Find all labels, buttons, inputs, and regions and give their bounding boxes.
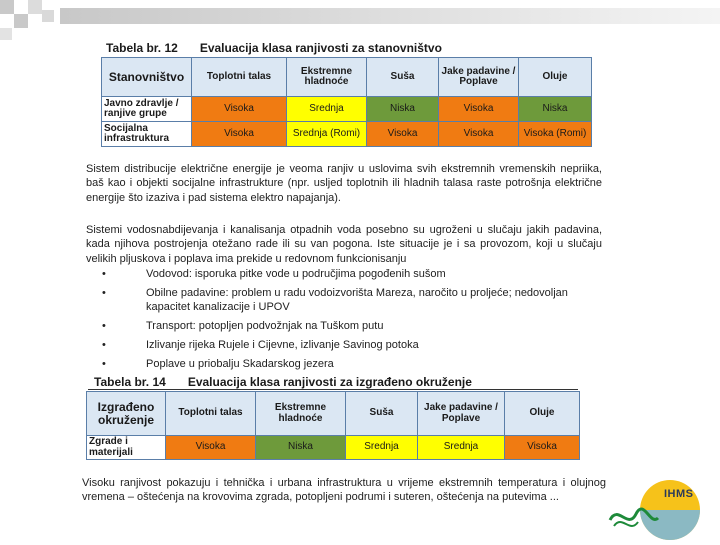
paragraph-infrastructure: Visoku ranjivost pokazuju i tehnička i urbana infrastruktura u vrijeme ekstremnih temperatura i olujnog vremena – oštećenja na krovovima zgrada, potopljeni podrumi i suteren, oštećenja na putevima ...: [82, 477, 606, 504]
table12-row-category: Socijalna infrastruktura: [102, 122, 192, 147]
table14-cell: Niska: [256, 436, 346, 460]
bullet-icon: •: [102, 358, 106, 370]
table12-row-category: Javno zdravlje / ranjive grupe: [102, 97, 192, 122]
table14: [86, 391, 580, 460]
table14-corner: Izgrađeno okruženje: [87, 392, 166, 436]
table12-label: Tabela br. 12: [106, 41, 178, 55]
bullet-icon: •: [102, 287, 106, 299]
list-item: [102, 357, 602, 371]
bullet-icon: •: [102, 320, 106, 332]
list-item-text: Vodovod: isporuka pitke vode u područjima pogođenih sušom: [146, 268, 446, 280]
decorative-squares: [0, 0, 720, 40]
list-item: [102, 338, 602, 352]
ihms-logo: [608, 470, 720, 540]
table14-divider: [88, 389, 578, 390]
table12-cell: Niska: [519, 97, 592, 122]
bullet-icon: •: [102, 268, 106, 280]
table12-cell: Niska: [367, 97, 439, 122]
table12: [101, 57, 592, 147]
table14-cell: Visoka: [505, 436, 580, 460]
table-row: [102, 97, 592, 122]
ihms-logo-icon: [608, 470, 720, 540]
list-item-text: Poplave u priobalju Skadarskog jezera: [146, 358, 334, 370]
table12-cell: Visoka: [192, 122, 287, 147]
table14-caption: Evaluacija klasa ranjivosti za izgrađeno okruženje: [187, 375, 472, 389]
table12-caption: Evaluacija klasa ranjivosti za stanovništvo: [199, 41, 442, 55]
table12-cell: Srednja (Romi): [287, 122, 367, 147]
table-row: [87, 436, 580, 460]
table12-cell: Visoka: [192, 97, 287, 122]
table14-row-category: Zgrade i materijali: [87, 436, 166, 460]
table-row: [102, 122, 592, 147]
list-item: [102, 267, 602, 281]
table12-cell: Srednja: [287, 97, 367, 122]
table14-header: Oluje: [505, 392, 580, 436]
list-item-text: Obilne padavine: problem u radu vodoizvorišta Mareza, naročito u proljeće; nedovoljan kapacitet kanalizacije i UPOV: [146, 287, 568, 313]
table14-cell: Srednja: [418, 436, 505, 460]
table12-cell: Visoka: [367, 122, 439, 147]
bullet-icon: •: [102, 339, 106, 351]
list-item: [102, 286, 602, 314]
table12-cell: Visoka (Romi): [519, 122, 592, 147]
list-item-text: Transport: potopljen podvožnjak na Tuškom putu: [146, 320, 384, 332]
table14-header: Toplotni talas: [166, 392, 256, 436]
paragraph-water-systems: Sistemi vodosnabdijevanja i kanalisanja otpadnih voda posebno su ugroženi u slučaju jakih padavina, kada njihova postrojenja otežano rade ili su van pogona. Iste situacije je i sa provozom, koji u slučaju velikih pljuskova i poplava ima prekide u redovnom funkcionisanju: [86, 224, 602, 265]
paragraph-electricity: Sistem distribucije električne energije je veoma ranjiv u uslovima svih ekstremnih vremenskih nepriika, baš kao i objekti socijalne infrastrukture (npr. usljed toplotnih ili hladnih talasa raste potrošnja električne energije što izaziva i pad sistema elektro napajanja).: [86, 163, 602, 204]
table14-title: [94, 375, 472, 389]
table12-header: Ekstremne hladnoće: [287, 58, 367, 97]
table12-corner: Stanovništvo: [102, 58, 192, 97]
table12-cell: Visoka: [439, 97, 519, 122]
table14-header: Suša: [346, 392, 418, 436]
table12-cell: Visoka: [439, 122, 519, 147]
table14-cell: Visoka: [166, 436, 256, 460]
table12-header: Suša: [367, 58, 439, 97]
table14-cell: Srednja: [346, 436, 418, 460]
table12-header: Jake padavine / Poplave: [439, 58, 519, 97]
list-item: [102, 319, 602, 333]
table14-header: Ekstremne hladnoće: [256, 392, 346, 436]
table14-header: Jake padavine / Poplave: [418, 392, 505, 436]
bullet-list: [102, 267, 602, 376]
table12-header: Toplotni talas: [192, 58, 287, 97]
logo-text: IHMS: [664, 488, 694, 500]
table12-title: [106, 41, 442, 55]
table14-label: Tabela br. 14: [94, 375, 166, 389]
list-item-text: Izlivanje rijeka Rujele i Cijevne, izlivanje Savinog potoka: [146, 339, 419, 351]
table12-header: Oluje: [519, 58, 592, 97]
